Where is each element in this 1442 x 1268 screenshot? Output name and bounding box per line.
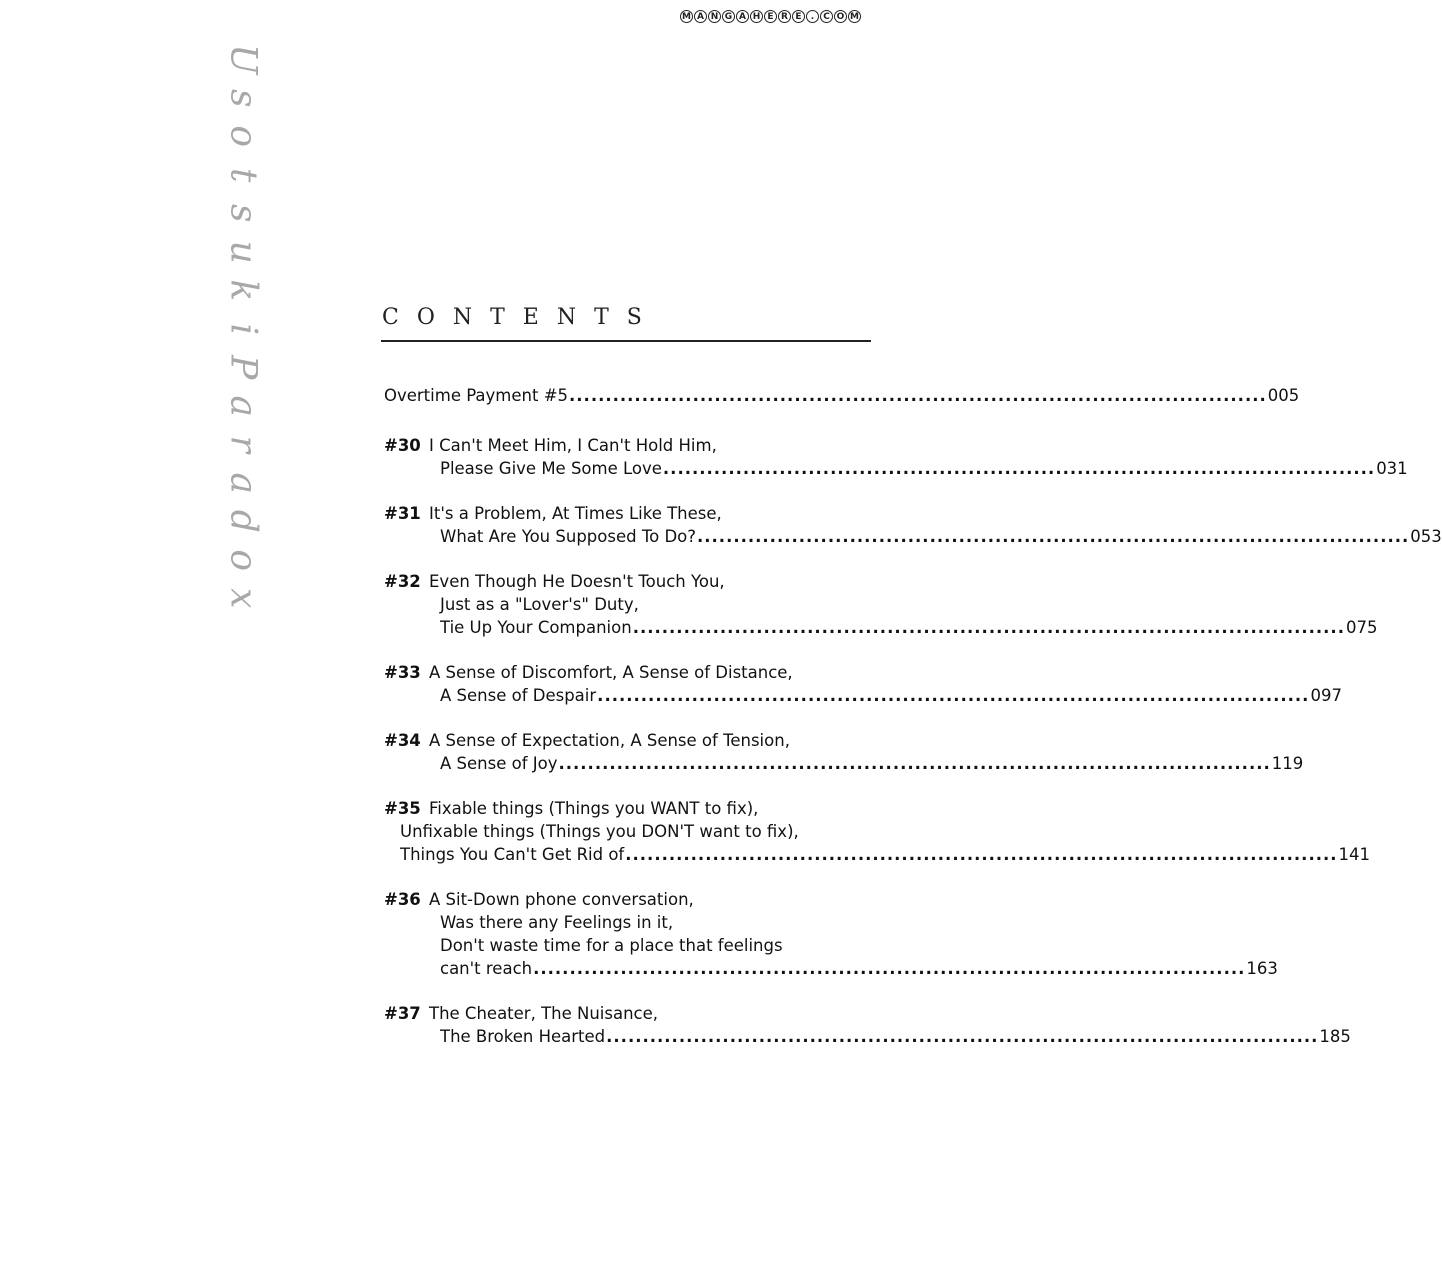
leader-dots: ..................................................................................................	[533, 959, 1246, 978]
title-letter: k	[222, 279, 264, 302]
chapter-number: #35	[384, 799, 421, 818]
entry-title-line: I Can't Meet Him, I Can't Hold Him,	[429, 436, 717, 455]
entry-page: 141	[1338, 845, 1371, 864]
entry-title-line: Just as a "Lover's" Duty,	[440, 595, 639, 614]
title-letter: i	[222, 322, 264, 335]
entry-page: 031	[1376, 459, 1408, 478]
watermark-letter: M	[680, 10, 693, 23]
watermark-letter: E	[792, 10, 805, 23]
watermark-letter: R	[778, 10, 791, 23]
title-letter: U	[222, 44, 264, 75]
entry-title-line: A Sense of Joy	[440, 754, 558, 773]
watermark-letter: E	[764, 10, 777, 23]
entry-title-line: Tie Up Your Companion	[440, 618, 632, 637]
vertical-series-title	[222, 40, 262, 618]
watermark-letter: M	[848, 10, 861, 23]
title-letter: a	[222, 472, 264, 494]
title-letter: d	[222, 509, 264, 533]
toc-entry-chapter-30[interactable]	[384, 434, 1408, 480]
entry-title-line: Unfixable things (Things you DON'T want to fix),	[400, 822, 799, 841]
entry-title-line: What Are You Supposed To Do?	[440, 527, 696, 546]
leader-dots: ..................................................................................................	[606, 1027, 1319, 1046]
watermark-logo	[680, 10, 861, 23]
entry-page: 005	[1267, 386, 1300, 405]
watermark-letter: C	[820, 10, 833, 23]
entry-title-line: The Cheater, The Nuisance,	[429, 1004, 659, 1023]
toc-entry-chapter-33[interactable]	[384, 661, 1342, 707]
entry-title-line: A Sit-Down phone conversation,	[429, 890, 694, 909]
title-letter: P	[222, 355, 264, 380]
title-letter: s	[222, 204, 264, 223]
title-letter: o	[222, 548, 264, 571]
chapter-number: #30	[384, 436, 421, 455]
entry-title-line: can't reach	[440, 959, 533, 978]
entry-title: Overtime Payment #5	[384, 386, 569, 405]
chapter-number: #34	[384, 731, 421, 750]
entry-title-line: A Sense of Discomfort, A Sense of Distance,	[429, 663, 793, 682]
leader-dots: ................................................................................................	[569, 386, 1267, 405]
entry-title-line: Please Give Me Some Love	[440, 459, 662, 478]
entry-title-line: Things You Can't Get Rid of	[400, 845, 625, 864]
entry-page: 163	[1246, 959, 1278, 978]
leader-dots: ..................................................................................................	[597, 686, 1310, 705]
title-letter: a	[222, 395, 264, 417]
table-of-contents	[384, 384, 1442, 1070]
entry-title-line: The Broken Hearted	[440, 1027, 606, 1046]
entry-title-line: Fixable things (Things you WANT to fix),	[429, 799, 759, 818]
toc-entry-prologue[interactable]	[384, 384, 1300, 408]
toc-entry-chapter-37[interactable]	[384, 1002, 1351, 1048]
toc-entry-chapter-32[interactable]	[384, 570, 1378, 639]
entry-title-line: A Sense of Despair	[440, 686, 597, 705]
title-letter: s	[222, 88, 264, 107]
watermark-letter: G	[722, 10, 735, 23]
watermark-letter: H	[750, 10, 763, 23]
title-letter: r	[222, 435, 264, 453]
chapter-number: #36	[384, 890, 421, 909]
entry-title-line: A Sense of Expectation, A Sense of Tension,	[429, 731, 790, 750]
decorative-pattern-strip	[0, 0, 218, 1268]
watermark-letter: N	[708, 10, 721, 23]
chapter-number: #37	[384, 1004, 421, 1023]
watermark-letter: A	[736, 10, 749, 23]
watermark-letter: .	[806, 10, 819, 23]
toc-entry-chapter-31[interactable]	[384, 502, 1442, 548]
contents-heading: CONTENTS	[382, 305, 660, 330]
toc-entry-chapter-35[interactable]	[384, 797, 1371, 866]
entry-title-line: It's a Problem, At Times Like These,	[429, 504, 722, 523]
title-letter: x	[222, 588, 264, 609]
leader-dots: ..................................................................................................	[697, 527, 1410, 546]
leader-dots: ..................................................................................................	[625, 845, 1338, 864]
chapter-number: #33	[384, 663, 421, 682]
leader-dots: ..................................................................................................	[558, 754, 1271, 773]
entry-page: 185	[1319, 1027, 1351, 1046]
heading-rule	[381, 340, 871, 342]
entry-title-line: Even Though He Doesn't Touch You,	[429, 572, 725, 591]
toc-entry-chapter-34[interactable]	[384, 729, 1304, 775]
entry-page: 119	[1271, 754, 1304, 773]
title-letter: o	[222, 125, 264, 148]
title-letter: t	[222, 167, 264, 182]
entry-page: 097	[1310, 686, 1342, 705]
entry-title-line: Was there any Feelings in it,	[440, 913, 674, 932]
entry-title-line: Don't waste time for a place that feelings	[440, 936, 783, 955]
lattice-pattern	[0, 0, 218, 1268]
chapter-number: #31	[384, 504, 421, 523]
watermark-letter: A	[694, 10, 707, 23]
leader-dots: ..................................................................................................	[632, 618, 1345, 637]
entry-page: 053	[1410, 527, 1442, 546]
title-letter: u	[222, 240, 264, 264]
watermark-letter: O	[834, 10, 847, 23]
toc-entry-chapter-36[interactable]	[384, 888, 1278, 980]
leader-dots: ..................................................................................................	[662, 459, 1376, 478]
entry-page: 075	[1345, 618, 1378, 637]
chapter-number: #32	[384, 572, 421, 591]
